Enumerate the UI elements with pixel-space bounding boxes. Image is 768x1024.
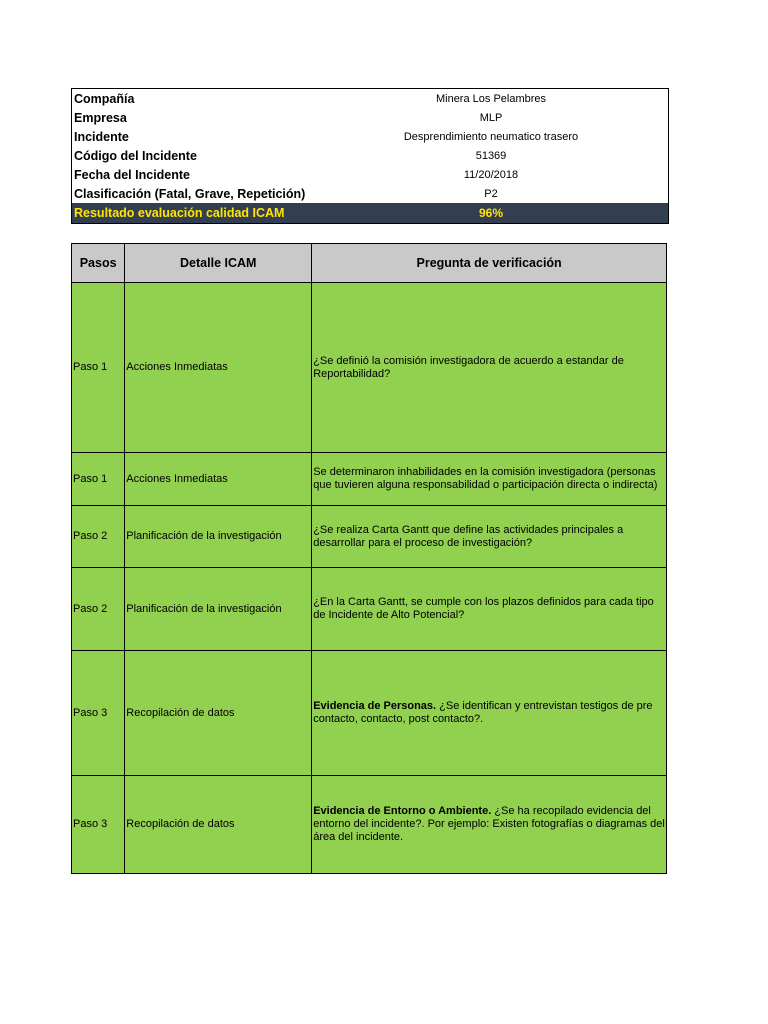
pregunta-text: ¿Se definió la comisión investigadora de acuerdo a estandar de Reportabilidad?	[313, 354, 624, 380]
header-row-incidente	[72, 127, 668, 146]
cell-pregunta	[312, 568, 667, 651]
header-row-clasificacion	[72, 184, 668, 203]
header-value: P2	[484, 187, 498, 200]
header-row-empresa	[72, 108, 668, 127]
table-row	[72, 283, 667, 453]
pregunta-text: ¿Se realiza Carta Gantt que define las actividades principales a desarrollar para el proceso de investigación?	[313, 523, 624, 549]
cell-detalle: Recopilación de datos	[125, 776, 312, 874]
column-header-pregunta: Pregunta de verificación	[312, 244, 667, 283]
table-row	[72, 651, 667, 776]
table-row	[72, 776, 667, 874]
header-label: Fecha del Incidente	[74, 167, 191, 182]
cell-paso: Paso 3	[72, 776, 125, 874]
incident-header	[71, 88, 669, 224]
cell-detalle: Acciones Inmediatas	[125, 453, 312, 506]
cell-pregunta	[312, 283, 667, 453]
header-value: 11/20/2018	[463, 168, 519, 181]
cell-pregunta	[312, 776, 667, 874]
header-row-codigo	[72, 146, 668, 165]
header-value: 51369	[475, 149, 507, 162]
cell-pregunta	[312, 506, 667, 568]
result-value: 96%	[478, 206, 504, 220]
cell-pregunta	[312, 453, 667, 506]
column-header-pasos: Pasos	[72, 244, 125, 283]
table-row	[72, 568, 667, 651]
header-label: Empresa	[74, 110, 127, 125]
cell-paso: Paso 3	[72, 651, 125, 776]
header-label: Clasificación (Fatal, Grave, Repetición)	[74, 186, 306, 201]
header-label: Código del Incidente	[74, 148, 197, 163]
header-row-compania	[72, 89, 668, 108]
pregunta-bold: Evidencia de Entorno o Ambiente.	[313, 805, 492, 817]
header-label: Incidente	[74, 129, 129, 144]
header-value: Minera Los Pelambres	[435, 92, 547, 105]
header-row-fecha	[72, 165, 668, 184]
table-header-row	[72, 244, 667, 283]
cell-paso: Paso 1	[72, 453, 125, 506]
pregunta-text: ¿En la Carta Gantt, se cumple con los plazos definidos para cada tipo de Incidente de Alto Potencial?	[313, 596, 654, 621]
header-row-resultado	[72, 203, 668, 224]
header-value: Desprendimiento neumatico trasero	[403, 130, 579, 143]
pregunta-text: ¿Se identifican y entrevistan testigos de pre contacto, contacto, post contacto?.	[313, 700, 653, 725]
table-row	[72, 506, 667, 568]
result-label: Resultado evaluación calidad ICAM	[74, 206, 285, 220]
cell-paso: Paso 2	[72, 568, 125, 651]
header-value: MLP	[479, 111, 503, 124]
column-header-detalle: Detalle ICAM	[125, 244, 312, 283]
cell-detalle: Acciones Inmediatas	[125, 283, 312, 453]
cell-paso: Paso 1	[72, 283, 125, 453]
cell-detalle: Planificación de la investigación	[125, 506, 312, 568]
pregunta-text: Se determinaron inhabilidades en la comisión investigadora (personas que tuvieren alguna responsabilidad o participación directa o indirecta)	[313, 466, 658, 491]
table-row	[72, 453, 667, 506]
pregunta-text: ¿Se ha recopilado evidencia del entorno del incidente?. Por ejemplo: Existen fotografías o diagramas del área del incidente.	[313, 805, 665, 843]
cell-pregunta	[312, 651, 667, 776]
cell-paso: Paso 2	[72, 506, 125, 568]
icam-verification-table	[71, 243, 667, 874]
cell-detalle: Recopilación de datos	[125, 651, 312, 776]
header-label: Compañía	[74, 91, 135, 106]
pregunta-bold: Evidencia de Personas.	[313, 700, 437, 712]
cell-detalle: Planificación de la investigación	[125, 568, 312, 651]
